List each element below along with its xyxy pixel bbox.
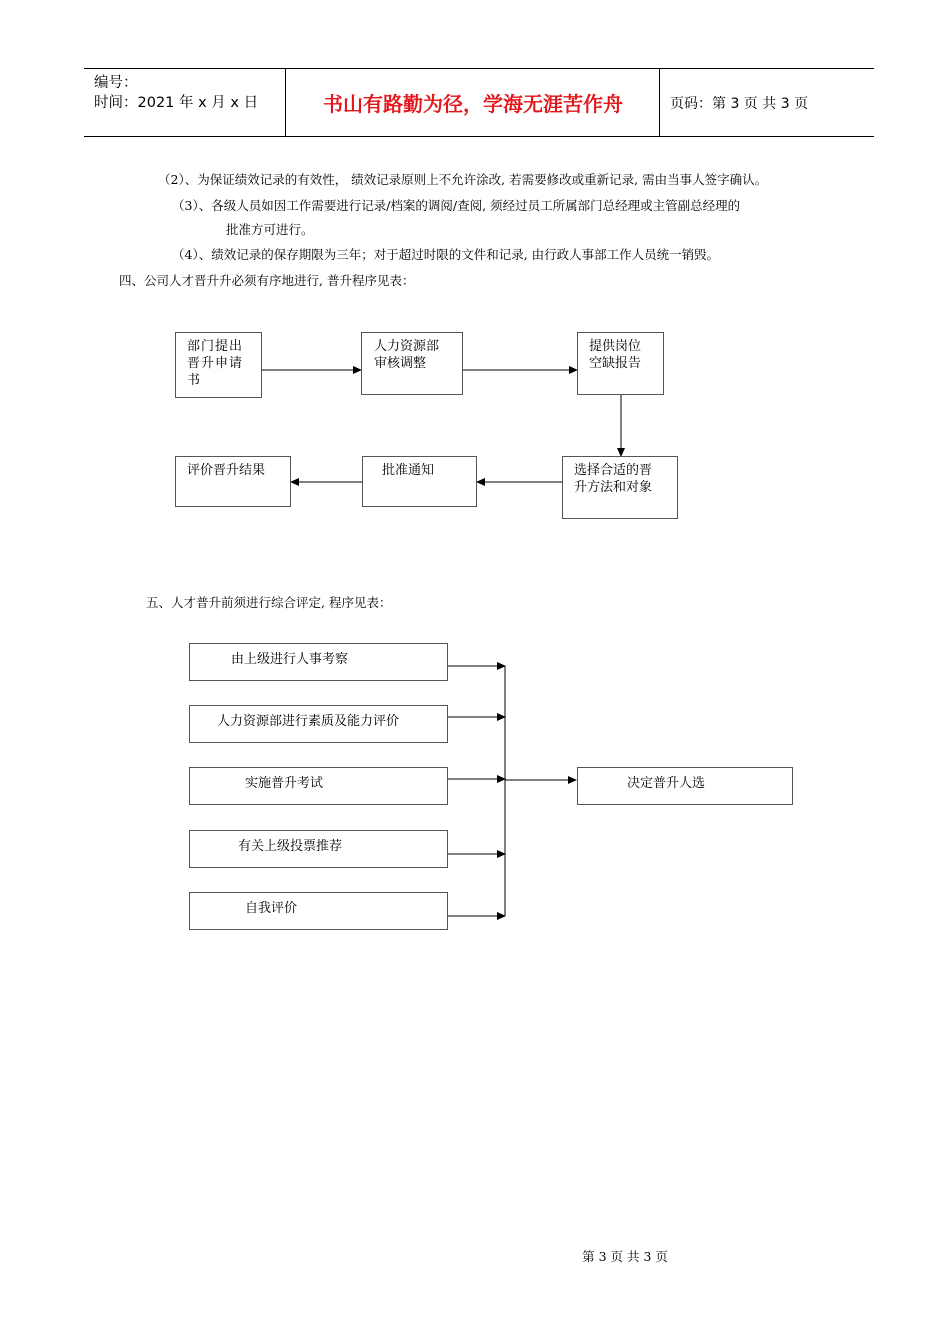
box-line: 人力资源部 (374, 339, 440, 354)
flow2-result-decide-candidate (577, 767, 793, 805)
box-line: 决定普升人选 (627, 776, 706, 791)
box-line: 选择合适的晋 (574, 463, 653, 478)
box-line: 评价晋升结果 (187, 463, 266, 478)
flow2-item-promotion-exam (189, 767, 448, 805)
paragraph-3-line1: （3）、各级人员如因工作需要进行记录/档案的调阅/查阅, 须经过员工所属部门总经理或主管副总经理的 (172, 198, 741, 213)
header-page-info: 页码：第 3 页 共 3 页 (670, 96, 809, 112)
box-line: 由上级进行人事考察 (231, 652, 349, 667)
box-line: 实施普升考试 (245, 776, 324, 791)
flow1-box-approval-notice (362, 456, 477, 507)
page-footer: 第 3 页 共 3 页 (582, 1249, 668, 1264)
paragraph-4: （4）、绩效记录的保存期限为三年；对于超过时限的文件和记录, 由行政人事部工作人员统一销毁。 (172, 247, 720, 262)
paragraph-2: （2）、为保证绩效记录的有效性， 绩效记录原则上不允许涂改, 若需要修改或重新记录, 需由当事人签字确认。 (158, 172, 768, 187)
box-line: 提供岗位 (589, 339, 642, 354)
section-4-heading: 四、公司人才晋升升必须有序地进行, 普升程序见表： (119, 273, 415, 288)
box-line: 审核调整 (374, 356, 427, 371)
header-motto: 书山有路勤为径，学海无涯苦作舟 (323, 92, 623, 116)
box-line: 空缺报告 (589, 356, 642, 371)
doc-number-label: 编号： (94, 75, 138, 91)
flow1-box-select-method (562, 456, 678, 519)
box-line: 批准通知 (382, 463, 435, 478)
box-line: 人力资源部进行素质及能力评价 (217, 714, 400, 729)
box-line: 有关上级投票推荐 (238, 839, 343, 854)
section-5-heading: 五、人才普升前须进行综合评定, 程序见表： (146, 595, 392, 610)
box-line: 部门提出 (187, 339, 244, 354)
paragraph-3-line2: 批准方可进行。 (226, 222, 314, 237)
flow1-box-evaluate-result (175, 456, 291, 507)
flow2-item-hr-assessment (189, 705, 448, 743)
box-line: 晋升申请 (187, 356, 244, 371)
flow2-item-superior-vote (189, 830, 448, 868)
doc-time-label: 时间：2021 年 x 月 x 日 (94, 95, 259, 111)
flow2-item-superior-review (189, 643, 448, 681)
flow1-box-vacancy-report (577, 332, 664, 395)
box-line: 书 (187, 373, 202, 388)
box-line: 自我评价 (245, 901, 298, 916)
box-line: 升方法和对象 (574, 480, 653, 495)
flow2-item-self-evaluation (189, 892, 448, 930)
flow1-box-dept-request (175, 332, 262, 398)
flow1-box-hr-review (361, 332, 463, 395)
